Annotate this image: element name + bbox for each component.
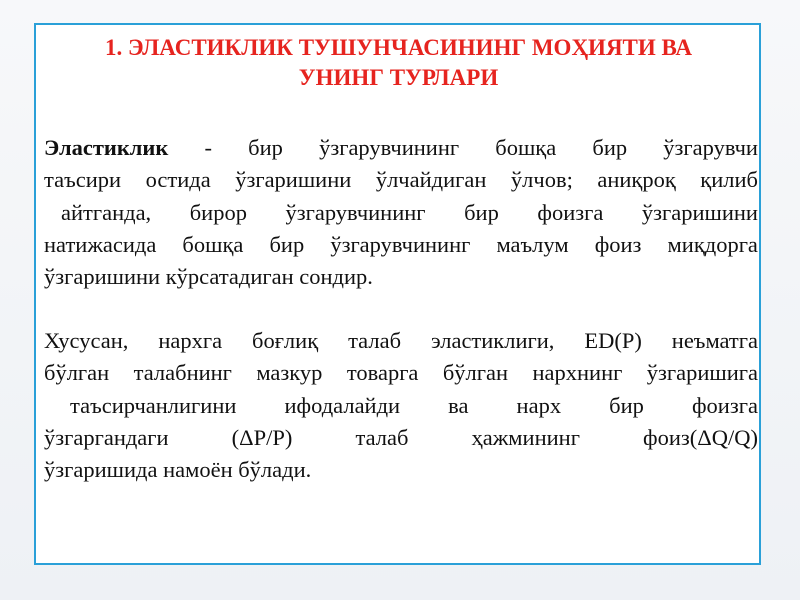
word: фоиз(ΔQ/Q) (643, 424, 758, 450)
price-elasticity-line-3 (44, 390, 758, 422)
word: товарга (346, 360, 419, 386)
word: маълум (496, 231, 569, 257)
word: нархнинг (532, 360, 623, 386)
word: талаб (355, 424, 409, 450)
word: ўзгарувчининг (285, 199, 426, 225)
word: бошқа (182, 231, 244, 257)
word: ва (448, 392, 469, 418)
word: бирор (189, 199, 247, 225)
word: таъсирчанлигини (70, 392, 237, 418)
word: ўзгаришини (235, 167, 352, 193)
word: натижасида (44, 231, 157, 257)
word: ED(P) (584, 328, 642, 353)
word: фоиз (594, 231, 642, 257)
definition-line-2 (44, 164, 758, 196)
price-elasticity-line-4 (44, 422, 758, 454)
word: талабнинг (133, 360, 232, 386)
price-elasticity-line-1 (44, 325, 758, 357)
word: ўзгарувчи (663, 135, 758, 160)
slide-title (36, 33, 761, 93)
line-text: ўзгаришида намоён бўлади. (44, 457, 312, 483)
word: нарх (516, 392, 562, 418)
word: ифодалайди (284, 392, 401, 418)
word: ўзгарувчининг (319, 135, 460, 160)
word: аниқроқ (597, 167, 676, 193)
word: бир (464, 199, 499, 225)
word: қилиб (700, 167, 758, 193)
definition-term: Эластиклик (44, 135, 169, 160)
word: боғлиқ (252, 328, 319, 353)
word: бир (248, 135, 283, 160)
word: нархга (158, 328, 223, 353)
slide-title-line-2: УНИНГ ТУРЛАРИ (298, 65, 499, 90)
word: фоизга (691, 392, 758, 418)
price-elasticity-line-2 (44, 357, 758, 389)
definition-line-3 (44, 197, 758, 229)
word: ўлчов; (510, 167, 573, 193)
word: ўзгаришига (646, 360, 758, 386)
word: неъматга (671, 328, 758, 353)
word: таъсири (44, 167, 122, 193)
word: эластиклиги, (430, 328, 555, 353)
definition-paragraph (44, 132, 758, 293)
word: бир (269, 231, 305, 257)
word: бўлган (44, 360, 110, 386)
definition-line-1 (44, 132, 758, 164)
word: бошқа (495, 135, 557, 160)
word: бўлган (442, 360, 509, 386)
price-elasticity-line-5 (44, 454, 758, 486)
word: (ΔP/P) (231, 424, 293, 450)
word: айтганда, (61, 199, 152, 225)
word: талаб (348, 328, 402, 353)
word: Хусусан, (44, 328, 129, 353)
word: бир (609, 392, 644, 418)
word: ўзгаришини (641, 199, 758, 225)
definition-line-4 (44, 229, 758, 261)
slide-title-line-1: 1. ЭЛАСТИКЛИК ТУШУНЧАСИНИНГ МОҲИЯТИ ВА (104, 35, 693, 60)
word: фоизга (537, 199, 604, 225)
line-text: ўзгаришини кўрсатадиган сондир. (44, 264, 373, 290)
definition-line-5 (44, 261, 758, 293)
word: ўлчайдиган (375, 167, 487, 193)
word: миқдорга (667, 231, 758, 257)
word: остида (145, 167, 211, 193)
word: ўзгарувчининг (330, 231, 471, 257)
word: бир (592, 135, 628, 160)
word: - (204, 135, 213, 160)
word: ҳажмининг (471, 424, 580, 450)
word: мазкур (256, 360, 323, 386)
price-elasticity-paragraph (44, 325, 758, 486)
word: ўзгаргандаги (44, 424, 169, 450)
